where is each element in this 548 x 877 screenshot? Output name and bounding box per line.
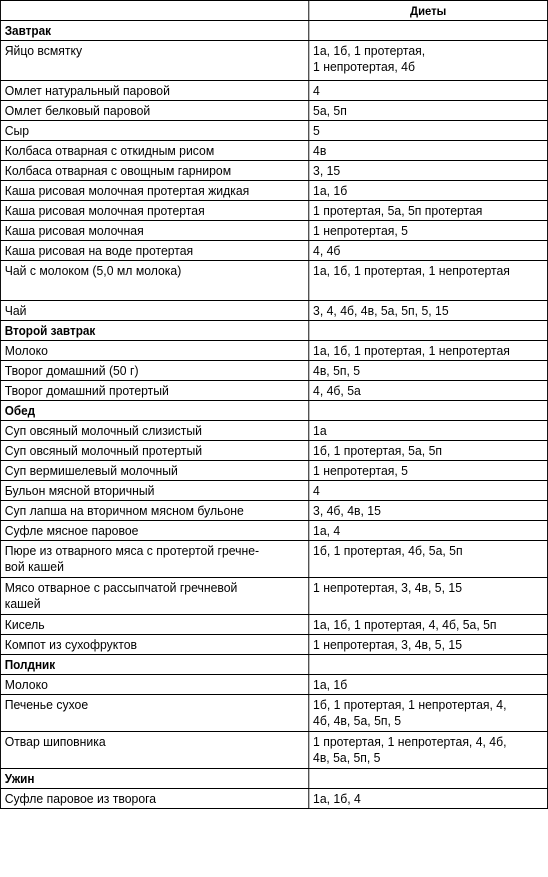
dish-cell: Молоко [0,675,308,695]
dish-cell: Суп овсяный молочный слизистый [0,421,308,441]
table-row [0,221,547,241]
diets-cell: 1 непротертая, 5 [309,461,548,481]
diets-cell: 5а, 5п [309,101,548,121]
table-row [0,81,547,101]
table-row [0,361,547,381]
table-row [0,615,547,635]
table-row [0,521,547,541]
diets-cell: 4, 4б, 5а [309,381,548,401]
diets-cell: 1 непротертая, 3, 4в, 5, 15 [309,578,548,615]
section-title: Полдник [0,655,308,675]
dish-cell: Мясо отварное с рассыпчатой гречневой кашей [0,578,308,615]
table-row [0,461,547,481]
table-row [0,635,547,655]
dish-cell: Суфле паровое из творога [0,789,308,809]
diets-cell: 1а, 1б [309,675,548,695]
table-row [0,421,547,441]
table-row [0,181,547,201]
table-row [0,578,547,615]
dish-cell: Отвар шиповника [0,732,308,769]
table-row [0,381,547,401]
dish-cell: Творог домашний протертый [0,381,308,401]
diets-cell: 1 протертая, 5а, 5п протертая [309,201,548,221]
diets-cell [309,769,548,789]
table-row [0,241,547,261]
diets-cell [309,401,548,421]
diets-cell: 1 непротертая, 3, 4в, 5, 15 [309,635,548,655]
section-title: Завтрак [0,21,308,41]
dish-cell: Молоко [0,341,308,361]
diets-cell: 4в, 5п, 5 [309,361,548,381]
dish-cell: Колбаса отварная с овощным гарниром [0,161,308,181]
dish-cell: Творог домашний (50 г) [0,361,308,381]
diets-cell: 1а, 1б, 1 протертая, 1 непротертая [309,341,548,361]
table-row [0,441,547,461]
table-row [0,541,547,578]
dish-cell: Каша рисовая на воде протертая [0,241,308,261]
table-header-row [0,1,547,21]
section-row [0,769,547,789]
dish-cell: Суп вермишелевый молочный [0,461,308,481]
dish-cell: Омлет натуральный паровой [0,81,308,101]
diets-cell [309,21,548,41]
dish-cell: Кисель [0,615,308,635]
diets-cell: 1а, 1б, 1 протертая, 1 непротертая, 4б [309,41,548,81]
diets-cell: 1б, 1 протертая, 1 непротертая, 4, 4б, 4в, 5а, 5п, 5 [309,695,548,732]
diets-cell: 1а, 1б [309,181,548,201]
section-title: Обед [0,401,308,421]
table-row [0,341,547,361]
diets-cell: 1 непротертая, 5 [309,221,548,241]
dish-cell: Чай с молоком (5,0 мл молока) [0,261,308,301]
table-row [0,732,547,769]
diets-cell: 3, 15 [309,161,548,181]
dish-cell: Сыр [0,121,308,141]
table-row [0,789,547,809]
table-row [0,695,547,732]
dish-cell: Суп овсяный молочный протертый [0,441,308,461]
dish-cell: Каша рисовая молочная [0,221,308,241]
dish-cell: Компот из сухофруктов [0,635,308,655]
table-row [0,41,547,81]
diets-cell: 5 [309,121,548,141]
diets-cell: 1б, 1 протертая, 4б, 5а, 5п [309,541,548,578]
diets-cell: 1а, 4 [309,521,548,541]
diets-cell: 1а, 1б, 4 [309,789,548,809]
diets-cell [309,655,548,675]
table-row [0,141,547,161]
diets-cell: 1а, 1б, 1 протертая, 4, 4б, 5а, 5п [309,615,548,635]
diets-cell: 4 [309,481,548,501]
table-row [0,161,547,181]
table-row [0,261,547,301]
table-row [0,675,547,695]
table-row [0,501,547,521]
header-cell-dish [0,1,308,21]
diets-cell: 1 протертая, 1 непротертая, 4, 4б, 4в, 5а, 5п, 5 [309,732,548,769]
diets-cell: 4в [309,141,548,161]
table-row [0,201,547,221]
section-row [0,321,547,341]
dish-cell: Каша рисовая молочная протертая жидкая [0,181,308,201]
dish-cell: Суп лапша на вторичном мясном бульоне [0,501,308,521]
diets-cell: 1а, 1б, 1 протертая, 1 непротертая [309,261,548,301]
dish-cell: Каша рисовая молочная протертая [0,201,308,221]
section-title: Ужин [0,769,308,789]
dish-cell: Пюре из отварного мяса с протертой гречне- вой кашей [0,541,308,578]
table-row [0,301,547,321]
diets-cell: 4, 4б [309,241,548,261]
table-row [0,101,547,121]
dish-cell: Чай [0,301,308,321]
dish-cell: Колбаса отварная с откидным рисом [0,141,308,161]
diets-cell: 3, 4, 4б, 4в, 5а, 5п, 5, 15 [309,301,548,321]
dish-cell: Печенье сухое [0,695,308,732]
diets-cell: 3, 4б, 4в, 15 [309,501,548,521]
section-row [0,21,547,41]
table-row [0,481,547,501]
table-row [0,121,547,141]
diets-cell [309,321,548,341]
dish-cell: Яйцо всмятку [0,41,308,81]
section-row [0,655,547,675]
table-body [0,21,547,809]
diets-cell: 1а [309,421,548,441]
dish-cell: Бульон мясной вторичный [0,481,308,501]
header-cell-diets: Диеты [309,1,548,21]
section-row [0,401,547,421]
diets-cell: 4 [309,81,548,101]
section-title: Второй завтрак [0,321,308,341]
dish-cell: Омлет белковый паровой [0,101,308,121]
dish-cell: Суфле мясное паровое [0,521,308,541]
diets-cell: 1б, 1 протертая, 5а, 5п [309,441,548,461]
